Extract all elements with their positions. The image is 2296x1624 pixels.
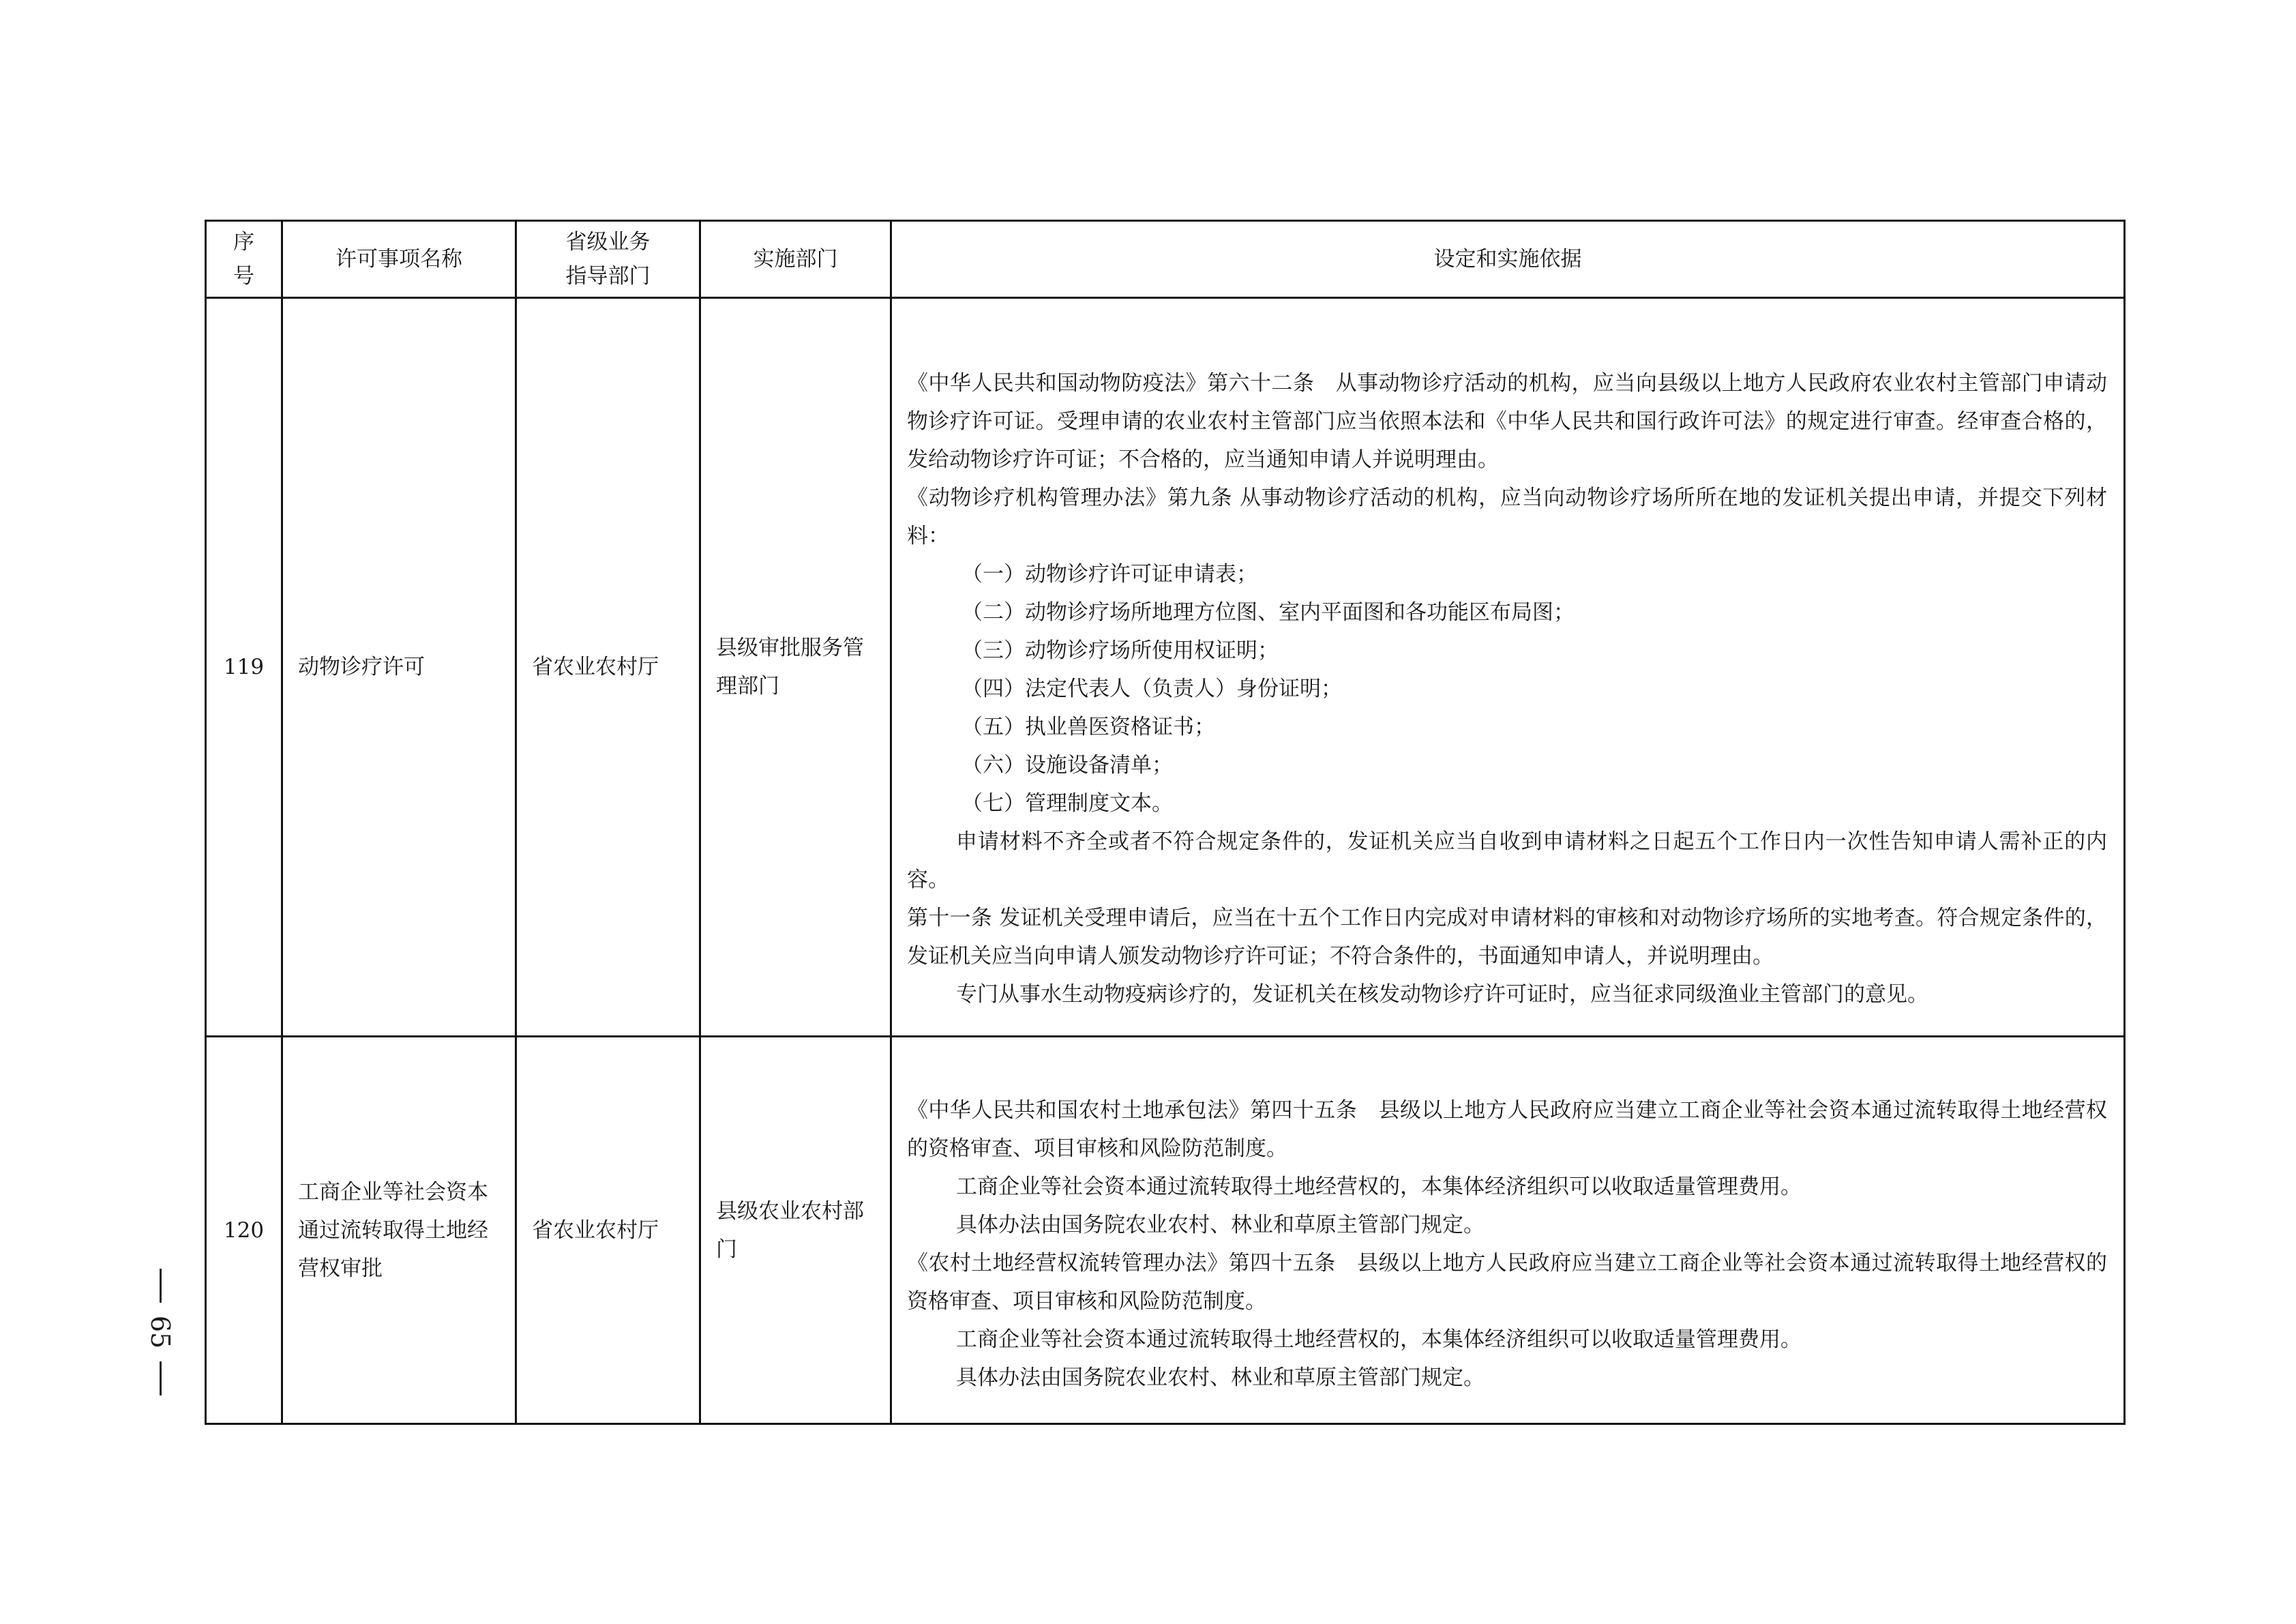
basis-paragraph: 《农村土地经营权流转管理办法》第四十五条 县级以上地方人民政府应当建立工商企业等社会资本通过流转取得土地经营权的资格审查、项目审核和风险防范制度。 xyxy=(907,1250,2107,1314)
basis-list-item: （三）动物诊疗场所使用权证明； xyxy=(961,638,1279,663)
table-row xyxy=(206,1037,2125,1424)
header-seq: 序 号 xyxy=(206,221,282,298)
page-number-dash xyxy=(160,1361,162,1396)
basis-list-item: （六）设施设备清单； xyxy=(961,753,1173,778)
basis-list-item: （五）执业兽医资格证书； xyxy=(961,715,1215,739)
row-seq: 120 xyxy=(206,1037,282,1424)
basis-list-item: （一）动物诊疗许可证申请表； xyxy=(961,562,1257,587)
header-basis: 设定和实施依据 xyxy=(891,221,2125,298)
row-dept: 省农业农村厅 xyxy=(516,1037,700,1424)
row-basis xyxy=(891,1037,2125,1424)
basis-paragraph: 专门从事水生动物疫病诊疗的，发证机关在核发动物诊疗许可证时，应当征求同级渔业主管部门的意见。 xyxy=(956,982,1928,1007)
basis-paragraph: 申请材料不齐全或者不符合规定条件的，发证机关应当自收到申请材料之日起五个工作日内一次性告知申请人需补正的内容。 xyxy=(907,829,2107,892)
header-name: 许可事项名称 xyxy=(282,221,516,298)
page-number-value: 65 xyxy=(145,1315,175,1349)
basis-paragraph: 工商企业等社会资本通过流转取得土地经营权的，本集体经济组织可以收取适量管理费用。 xyxy=(956,1327,1802,1352)
basis-list-item: （四）法定代表人（负责人）身份证明； xyxy=(961,677,1342,701)
row-name: 工商企业等社会资本通过流转取得土地经营权审批 xyxy=(282,1037,516,1424)
basis-paragraph: 《中华人民共和国动物防疫法》第六十二条 从事动物诊疗活动的机构，应当向县级以上地方人民政府农业农村主管部门申请动物诊疗许可证。受理申请的农业农村主管部门应当依照本法和《中华人民共和国行政许可法》的规定进行审查。经审查合格的，发给动物诊疗许可证；不合格的，应当通知申请人并说明理由。 xyxy=(907,371,2107,472)
basis-paragraph: 《动物诊疗机构管理办法》第九条 从事动物诊疗活动的机构，应当向动物诊疗场所所在地的发证机关提出申请，并提交下列材料： xyxy=(907,486,2107,548)
header-impl: 实施部门 xyxy=(700,221,891,298)
row-basis xyxy=(891,298,2125,1037)
table-row xyxy=(206,298,2125,1037)
row-name: 动物诊疗许可 xyxy=(282,298,516,1037)
basis-paragraph: 具体办法由国务院农业农村、林业和草原主管部门规定。 xyxy=(956,1365,1485,1390)
basis-list-item: （二）动物诊疗场所地理方位图、室内平面图和各功能区布局图； xyxy=(961,600,1575,625)
row-impl: 县级农业农村部门 xyxy=(700,1037,891,1424)
basis-list-item: （七）管理制度文本。 xyxy=(961,791,1173,816)
row-seq: 119 xyxy=(206,298,282,1037)
page-number xyxy=(140,1269,181,1396)
basis-paragraph: 第十一条 发证机关受理申请后，应当在十五个工作日内完成对申请材料的审核和对动物诊疗场所的实地考查。符合规定条件的，发证机关应当向申请人颁发动物诊疗许可证；不符合条件的，书面通知申请人，并说明理由。 xyxy=(907,906,2107,969)
basis-paragraph: 具体办法由国务院农业农村、林业和草原主管部门规定。 xyxy=(956,1212,1485,1237)
header-dept: 省级业务 指导部门 xyxy=(516,221,700,298)
permit-table xyxy=(205,220,2126,1425)
row-dept: 省农业农村厅 xyxy=(516,298,700,1037)
page-number-dash xyxy=(160,1269,162,1303)
basis-paragraph: 《中华人民共和国农村土地承包法》第四十五条 县级以上地方人民政府应当建立工商企业等社会资本通过流转取得土地经营权的资格审查、项目审核和风险防范制度。 xyxy=(907,1097,2107,1161)
basis-paragraph: 工商企业等社会资本通过流转取得土地经营权的，本集体经济组织可以收取适量管理费用。 xyxy=(956,1174,1802,1199)
header-row xyxy=(206,221,2125,298)
row-impl: 县级审批服务管理部门 xyxy=(700,298,891,1037)
